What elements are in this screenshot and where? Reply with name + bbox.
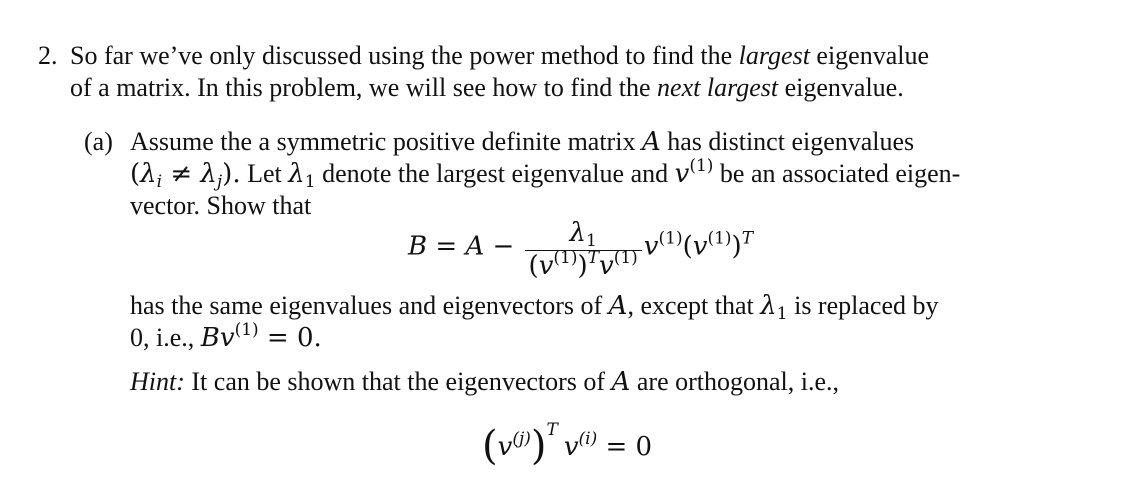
emphasis-largest: largest: [738, 41, 810, 70]
lambda-symbol: λ: [760, 291, 777, 321]
lambda-symbol: λ: [288, 159, 305, 189]
lambda-symbol: λ: [140, 159, 157, 189]
vector-symbol: v: [692, 231, 708, 262]
equation-b: [408, 216, 753, 281]
intro-text: of a matrix. In this problem, we will see how to find the: [70, 73, 658, 102]
vector-symbol: v: [643, 231, 659, 262]
subscript: j: [216, 172, 223, 192]
hint-label: Hint:: [130, 367, 185, 396]
superscript: (i): [578, 429, 598, 449]
paren: (: [682, 231, 693, 262]
intro-text: eigenvalue: [809, 41, 930, 70]
neq-symbol: ≠: [162, 159, 201, 189]
vector-symbol: v: [497, 432, 513, 462]
text: It can be shown that the eigenvectors of: [184, 367, 612, 396]
intro-line-1: [70, 40, 929, 72]
superscript: (1): [553, 248, 578, 268]
equals-zero: = 0: [597, 432, 653, 462]
fraction-numerator: [525, 216, 642, 251]
part-a-label: (a): [84, 127, 113, 156]
text: is replaced by: [787, 291, 939, 320]
matrix-symbol: A: [641, 127, 661, 157]
vector-symbol: v: [538, 251, 554, 281]
text: be an associated eigen-: [713, 159, 961, 188]
text: are orthogonal, i.e.,: [630, 367, 840, 396]
part-a-line-1: [130, 126, 914, 158]
vector-symbol: v: [674, 159, 690, 189]
paren: ): [530, 423, 547, 469]
equals-sign: =: [427, 231, 466, 262]
fraction: [525, 216, 642, 281]
transpose-symbol: T: [741, 228, 754, 249]
intro-text: eigenvalue.: [778, 73, 904, 102]
text: 0, i.e.,: [130, 323, 201, 352]
text: denote the largest eigenvalue and: [315, 159, 675, 188]
orthogonality-equation: [482, 420, 653, 469]
superscript: (1): [234, 320, 259, 340]
intro-text: So far we’ve only discussed using the power method to find the: [70, 41, 739, 70]
part-a-line-2: [130, 158, 960, 190]
text: Let: [240, 159, 289, 188]
minus-sign: −: [484, 231, 523, 262]
text: , except that: [627, 291, 761, 320]
part-a-line-4: [130, 290, 938, 322]
part-a-line-3: vector. Show that: [130, 191, 312, 220]
part-a-line-5: [130, 322, 322, 354]
vector-symbol: v: [219, 323, 235, 353]
paren: ): [577, 251, 588, 281]
transpose-symbol: T: [546, 420, 558, 440]
vector-symbol: v: [599, 251, 614, 281]
matrix-symbol: A: [465, 231, 485, 262]
paren: (: [528, 251, 539, 281]
superscript: (1): [613, 248, 638, 268]
paren: (: [130, 159, 141, 189]
superscript: (1): [707, 228, 732, 249]
paren: ): [731, 231, 742, 262]
text: has the same eigenvalues and eigenvectors of: [130, 291, 609, 320]
lambda-symbol: λ: [200, 159, 217, 189]
superscript: (1): [689, 156, 714, 176]
intro-line-2: [70, 72, 904, 104]
vector-symbol: v: [563, 432, 579, 462]
matrix-symbol: B: [200, 323, 220, 353]
matrix-symbol: A: [608, 291, 628, 321]
paren: ).: [222, 159, 241, 189]
text: = 0.: [258, 323, 322, 353]
subscript: 1: [776, 304, 788, 324]
text: Assume the a symmetric positive definite matrix: [130, 127, 642, 156]
emphasis-next-largest: next largest: [657, 73, 779, 102]
subscript: i: [156, 172, 163, 192]
fraction-denominator: [525, 248, 642, 281]
subscript: 1: [304, 172, 316, 192]
matrix-symbol: A: [611, 367, 631, 397]
subscript: 1: [586, 231, 597, 251]
text: has distinct eigenvalues: [660, 127, 915, 156]
problem-number: 2.: [38, 41, 58, 70]
matrix-symbol: B: [408, 231, 428, 262]
lambda-symbol: λ: [569, 218, 586, 248]
superscript: (j): [512, 429, 531, 449]
paren: (: [482, 423, 498, 469]
transpose-symbol: T: [587, 248, 599, 268]
hint-line: [130, 366, 839, 398]
superscript: (1): [658, 228, 683, 249]
